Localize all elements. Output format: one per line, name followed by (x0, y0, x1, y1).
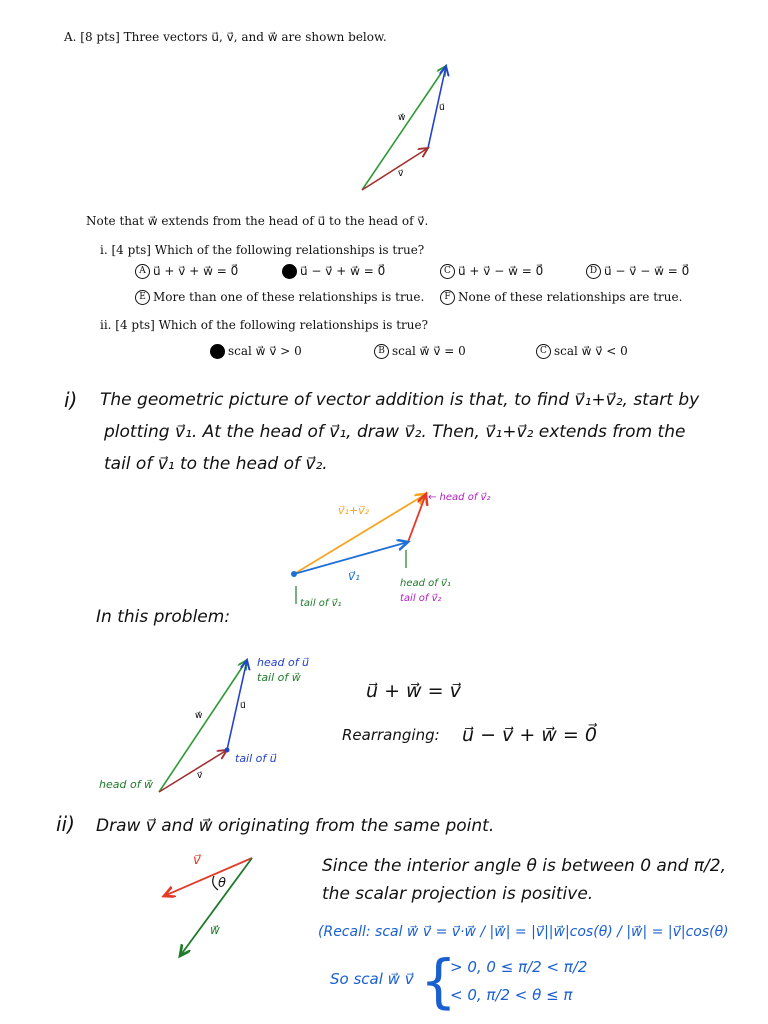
q1-option-d[interactable]: D u⃗ − v⃗ − w⃗ = 0⃗ (586, 264, 689, 279)
tail-u-dot (225, 748, 230, 753)
label-v: v⃗ (197, 771, 203, 781)
cases-brace: { (420, 947, 457, 1015)
q1-prompt: i. [4 pts] Which of the following relationships is true? (100, 243, 425, 257)
vector-v (159, 750, 227, 792)
theta-label: θ (218, 876, 226, 891)
solution-i-line2: plotting v⃗₁. At the head of v⃗₁, draw v⃗₂. Then, v⃗₁+v⃗₂ extends from the (104, 422, 686, 442)
vector-figure-1 (330, 58, 470, 198)
head-u-label: head of u⃗ (257, 656, 310, 669)
rearranging-label: Rearranging: (342, 726, 440, 744)
vector-v (362, 148, 428, 190)
question-header: A. [8 pts] Three vectors u⃗, v⃗, and w⃗ are shown below. (64, 30, 387, 44)
label-w: w⃗ (195, 711, 203, 721)
tail-u-label: tail of u⃗ (235, 752, 277, 765)
angle-diagram (150, 846, 290, 962)
q2-option-b[interactable]: B scal w⃗ v⃗ = 0 (374, 344, 466, 359)
q2-option-a[interactable]: scal w⃗ v⃗ > 0 (210, 344, 302, 359)
selected-bubble (282, 264, 297, 279)
note-text: Note that w⃗ extends from the head of u⃗ to the head of v⃗. (86, 214, 429, 228)
q1-option-e[interactable]: E More than one of these relationships is true. (135, 290, 424, 305)
tail-v1-label: tail of v⃗₁ (300, 598, 342, 609)
q1-option-f[interactable]: F None of these relationships are true. (440, 290, 682, 305)
label-v: v⃗ (398, 169, 404, 179)
solution-i-line1: The geometric picture of vector addition is that, to find v⃗₁+v⃗₂, start by (100, 390, 700, 410)
case-positive: > 0, 0 ≤ π/2 < π/2 (450, 958, 588, 976)
label-u: u⃗ (439, 103, 445, 113)
vector-addition-diagram (280, 484, 530, 614)
head-w-label: head of w⃗ (99, 778, 154, 791)
v-label: v⃗ (193, 853, 201, 868)
tail-dot (291, 571, 297, 577)
q2-prompt: ii. [4 pts] Which of the following relationships is true? (100, 318, 429, 332)
solution-ii-line1: Draw v⃗ and w⃗ originating from the same point. (96, 816, 495, 836)
since-line2: the scalar projection is positive. (322, 884, 594, 904)
vector-w (159, 660, 247, 792)
solution-i-marker: i) (64, 388, 78, 412)
tail-v2-label: tail of v⃗₂ (400, 593, 442, 604)
q1-option-c[interactable]: C u⃗ + v⃗ − w⃗ = 0⃗ (440, 264, 543, 279)
head-v1-label: head of v⃗₁ (400, 578, 451, 589)
in-this-problem: In this problem: (96, 607, 231, 627)
label-w: w⃗ (398, 113, 406, 123)
q1-option-b[interactable]: u⃗ − v⃗ + w⃗ = 0⃗ (282, 264, 385, 279)
equation-rearranged: u⃗ − v⃗ + w⃗ = 0⃗ (462, 724, 597, 746)
tail-w-label: tail of w⃗ (257, 671, 301, 684)
case-negative: < 0, π/2 < θ ≤ π (450, 986, 573, 1004)
q2-option-c[interactable]: C scal w⃗ v⃗ < 0 (536, 344, 628, 359)
since-line1: Since the interior angle θ is between 0 and π/2, (322, 856, 726, 876)
vector-w (362, 66, 446, 190)
problem-vector-diagram (95, 650, 345, 800)
head-v2-label: ← head of v⃗₂ (428, 492, 491, 503)
vector-v2 (408, 494, 426, 542)
so-scal: So scal w⃗ v⃗ (330, 970, 414, 988)
q1-option-a[interactable]: A u⃗ + v⃗ + w⃗ = 0⃗ (135, 264, 238, 279)
v1-label: v⃗₁ (348, 569, 360, 583)
equation-u-plus-w: u⃗ + w⃗ = v⃗ (366, 680, 461, 702)
solution-ii-marker: ii) (56, 812, 75, 836)
sum-label: v⃗₁+v⃗₂ (338, 504, 370, 517)
w-label: w⃗ (210, 923, 220, 937)
label-u: u⃗ (240, 701, 246, 711)
selected-bubble (210, 344, 225, 359)
recall-formula: (Recall: scal w⃗ v⃗ = v⃗·w⃗ / |w⃗| = |v⃗||w⃗|cos(θ) / |w⃗| = |v⃗|cos(θ) (318, 924, 729, 940)
solution-i-line3: tail of v⃗₁ to the head of v⃗₂. (104, 454, 328, 474)
